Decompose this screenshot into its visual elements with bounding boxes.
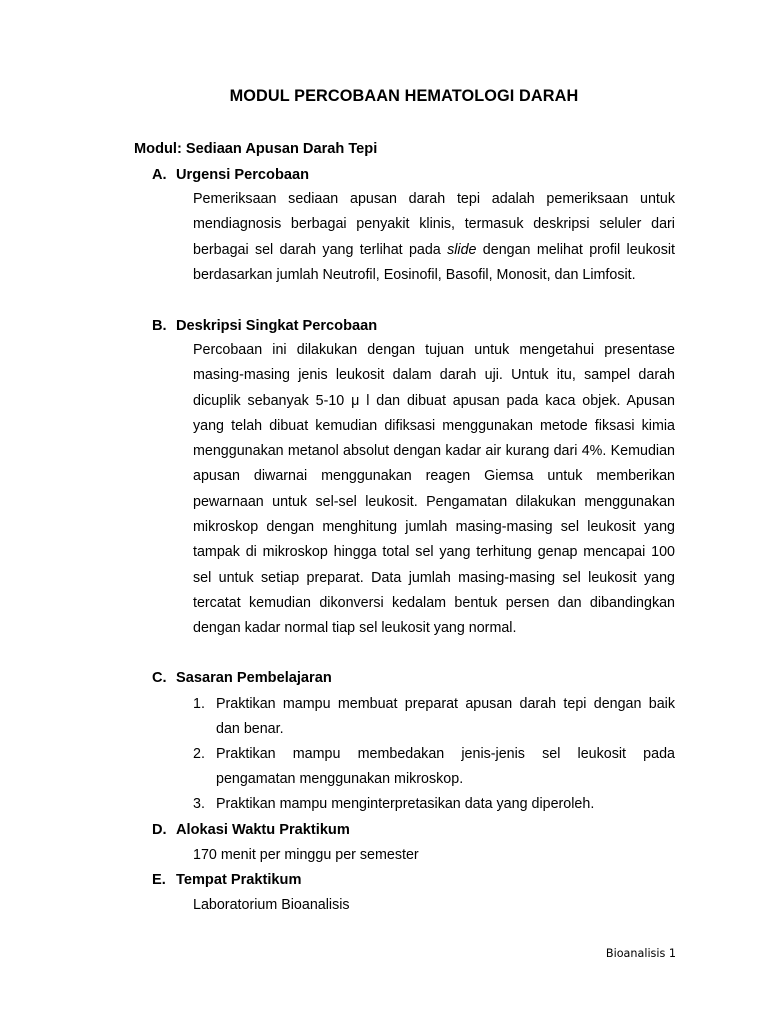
section-b-letter: B. (152, 318, 167, 334)
section-b-heading (152, 318, 377, 334)
list-item-number: 3. (193, 796, 205, 812)
section-a-body-before: Pemeriksaan sediaan apusan darah tepi adalah pemeriksaan untuk mendiagnosis berbagai penyakit klinis, termasuk deskripsi seluler dari berbagai sel darah yang terlihat pada (193, 191, 675, 258)
section-c-letter: C. (152, 670, 167, 686)
section-d-letter: D. (152, 822, 167, 838)
section-b-title: Deskripsi Singkat Percobaan (176, 318, 378, 334)
section-e-title: Tempat Praktikum (176, 872, 302, 888)
section-d-body: 170 menit per minggu per semester (193, 847, 419, 863)
section-e-letter: E. (152, 872, 166, 888)
section-a-heading (152, 167, 309, 183)
list-item-text: Praktikan mampu menginterpretasikan data yang diperoleh. (216, 796, 595, 812)
section-d-title: Alokasi Waktu Praktikum (176, 822, 350, 838)
list-item (193, 692, 675, 742)
section-a-title: Urgensi Percobaan (176, 167, 310, 183)
learning-goals-list (193, 692, 675, 817)
section-e-body: Laboratorium Bioanalisis (193, 897, 350, 913)
page-title: MODUL PERCOBAAN HEMATOLOGI DARAH (229, 87, 579, 105)
section-c-heading (152, 670, 332, 686)
section-e-heading (152, 872, 301, 888)
list-item (193, 792, 675, 817)
list-item-text: Praktikan mampu membedakan jenis-jenis sel leukosit pada pengamatan menggunakan mikroskop. (216, 746, 675, 787)
list-item-number: 1. (193, 696, 205, 712)
list-item-number: 2. (193, 746, 205, 762)
section-b-body: Percobaan ini dilakukan dengan tujuan untuk mengetahui presentase masing-masing jenis leukosit dalam darah uji. Untuk itu, sampel darah dicuplik sebanyak 5-10 μ l dan dibuat apusan pada kaca objek. Apusan yang telah dibuat kemudian difiksasi menggunakan metode fiksasi kimia menggunakan metanol absolut dengan kadar air kurang dari 4%. Kemudian apusan diwarnai menggunakan reagen Giemsa untuk memberikan pewarnaan untuk sel-sel leukosit. Pengamatan dilakukan menggunakan mikroskop dengan menghitung jumlah masing-masing sel leukosit yang tampak di mikroskop hingga total sel yang terhitung genap mencapai 100 sel untuk setiap preparat. Data jumlah masing-masing sel leukosit yang tercatat kemudian dikonversi kedalam bentuk persen dan dibandingkan dengan kadar normal tiap sel leukosit yang normal. (193, 342, 675, 637)
section-a-body-after: dengan melihat profil leukosit berdasarkan jumlah Neutrofil, Eosinofil, Basofil, Monosit, dan Limfosit. (193, 241, 675, 283)
section-c-title: Sasaran Pembelajaran (176, 670, 332, 686)
section-a-body (193, 187, 675, 288)
page-footer: Bioanalisis 1 (605, 947, 676, 960)
module-title: Modul: Sediaan Apusan Darah Tepi (134, 141, 378, 157)
section-d-heading (152, 822, 350, 838)
list-item-text: Praktikan mampu membuat preparat apusan darah tepi dengan baik dan benar. (216, 696, 675, 737)
list-item (193, 742, 675, 792)
section-a-letter: A. (152, 167, 167, 183)
section-a-body-italic: slide (447, 241, 477, 258)
